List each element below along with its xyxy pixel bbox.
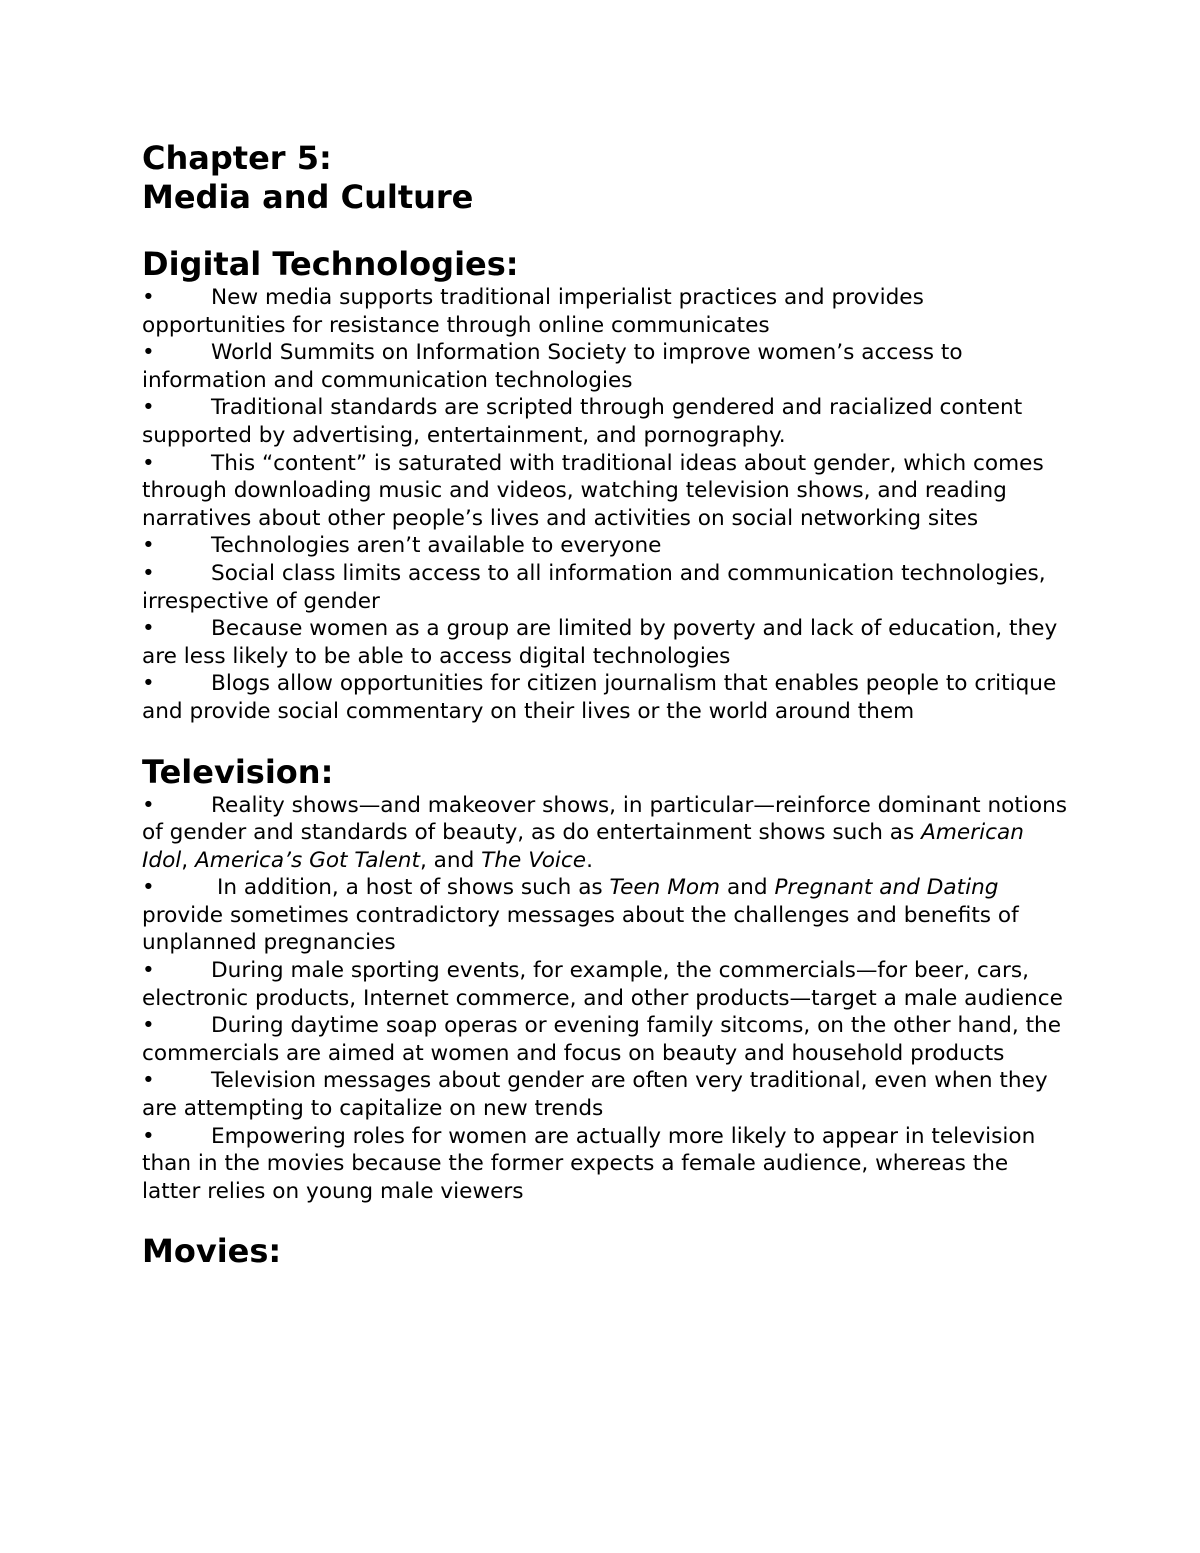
list-item-text: New media supports traditional imperialist practices and provides opportunities for resistance through online communicates — [142, 285, 924, 338]
list-item-text: This “content” is saturated with traditional ideas about gender, which comes through downloading music and videos, watching television shows, and reading narratives about other people’s lives and activities on social networking sites — [142, 450, 1044, 531]
list-item-text: World Summits on Information Society to improve women’s access to information and communication technologies — [142, 340, 963, 393]
list-item-text: Empowering roles for women are actually more likely to appear in television than in the movies because the former expects a female audience, whereas the latter relies on young male viewers — [142, 1123, 1036, 1204]
list-item-text: Because women as a group are limited by poverty and lack of education, they are less likely to be able to access digital technologies — [142, 616, 1058, 669]
list-item — [142, 1123, 1072, 1206]
list-item — [142, 670, 1072, 725]
bullet-icon: • — [142, 1068, 155, 1094]
section-heading-digital-technologies: Digital Technologies: — [142, 245, 519, 283]
list-item — [142, 532, 1072, 560]
list-item — [142, 284, 1072, 339]
list-item-text: During daytime soap operas or evening family sitcoms, on the other hand, the commercials are aimed at women and focus on beauty and household products — [142, 1013, 1062, 1066]
bullet-icon: • — [142, 285, 155, 310]
list-item: • In addition, a host of shows such as Teen Mom and Pregnant and Dating provide sometimes contradictory messages about the challenges and benefits of unplanned pregnancies — [142, 875, 1019, 956]
bullet-icon: • — [142, 1123, 155, 1149]
bullet-icon: • — [142, 958, 155, 984]
show-title: American Idol — [142, 820, 1024, 873]
show-title: Pregnant and Dating — [774, 875, 999, 901]
list-item — [142, 560, 1072, 615]
bullet-icon: • — [142, 671, 155, 697]
list-item-text: Blogs allow opportunities for citizen journalism that enables people to critique and provide social commentary on their lives or the world around them — [142, 671, 1057, 724]
show-title: Teen Mom — [609, 875, 721, 901]
section-heading-television: Television: — [142, 752, 334, 791]
bullet-icon: • — [142, 616, 155, 642]
bullet-icon: • — [142, 560, 155, 586]
bullet-icon: • — [142, 1013, 155, 1039]
list-item — [142, 394, 1072, 449]
list-item — [142, 615, 1072, 670]
list-item — [142, 1067, 1072, 1122]
list-item-text: During male sporting events, for example, the commercials—for beer, cars, electronic products, Internet commerce, and other products—target a male audience — [142, 958, 1063, 1011]
bullet-icon: • — [142, 450, 155, 476]
television-list — [142, 792, 1072, 1206]
list-item-text: Traditional standards are scripted through gendered and racialized content supported by advertising, entertainment, and pornography. — [142, 395, 1023, 448]
list-item — [142, 957, 1072, 1012]
list-item-text: In addition, a host of shows such as — [217, 875, 610, 901]
list-item-text: Technologies aren’t available to everyone — [211, 533, 662, 559]
chapter-name: Media and Culture — [142, 178, 474, 216]
section-heading-movies: Movies: — [142, 1232, 282, 1271]
bullet-icon: • — [142, 875, 155, 901]
bullet-icon: • — [142, 533, 155, 559]
chapter-number: Chapter 5: — [142, 139, 332, 177]
list-item-text: Television messages about gender are often very traditional, even when they are attempting to capitalize on new trends — [142, 1068, 1048, 1122]
document-page — [142, 139, 1072, 1271]
bullet-icon: • — [142, 340, 155, 366]
bullet-icon: • — [142, 395, 155, 421]
chapter-title — [142, 139, 1072, 217]
show-title: The Voice — [481, 847, 587, 873]
list-item: • Reality shows—and makeover shows, in particular—reinforce dominant notions of gender and standards of beauty, as do entertainment shows such as American Idol, America’s Got Talent, and The Voice. — [142, 792, 1067, 873]
list-item-text: Social class limits access to all information and communication technologies, irrespective of gender — [142, 560, 1046, 614]
show-title: America’s Got Talent — [195, 847, 420, 873]
list-item-text: Reality shows—and makeover shows, in particular—reinforce dominant notions of gender and standards of beauty, as do entertainment shows such as — [142, 792, 1067, 846]
bullet-icon: • — [142, 792, 155, 818]
list-item — [142, 1012, 1072, 1067]
list-item — [142, 450, 1072, 533]
list-item — [142, 339, 1072, 394]
digital-technologies-list — [142, 284, 1072, 726]
